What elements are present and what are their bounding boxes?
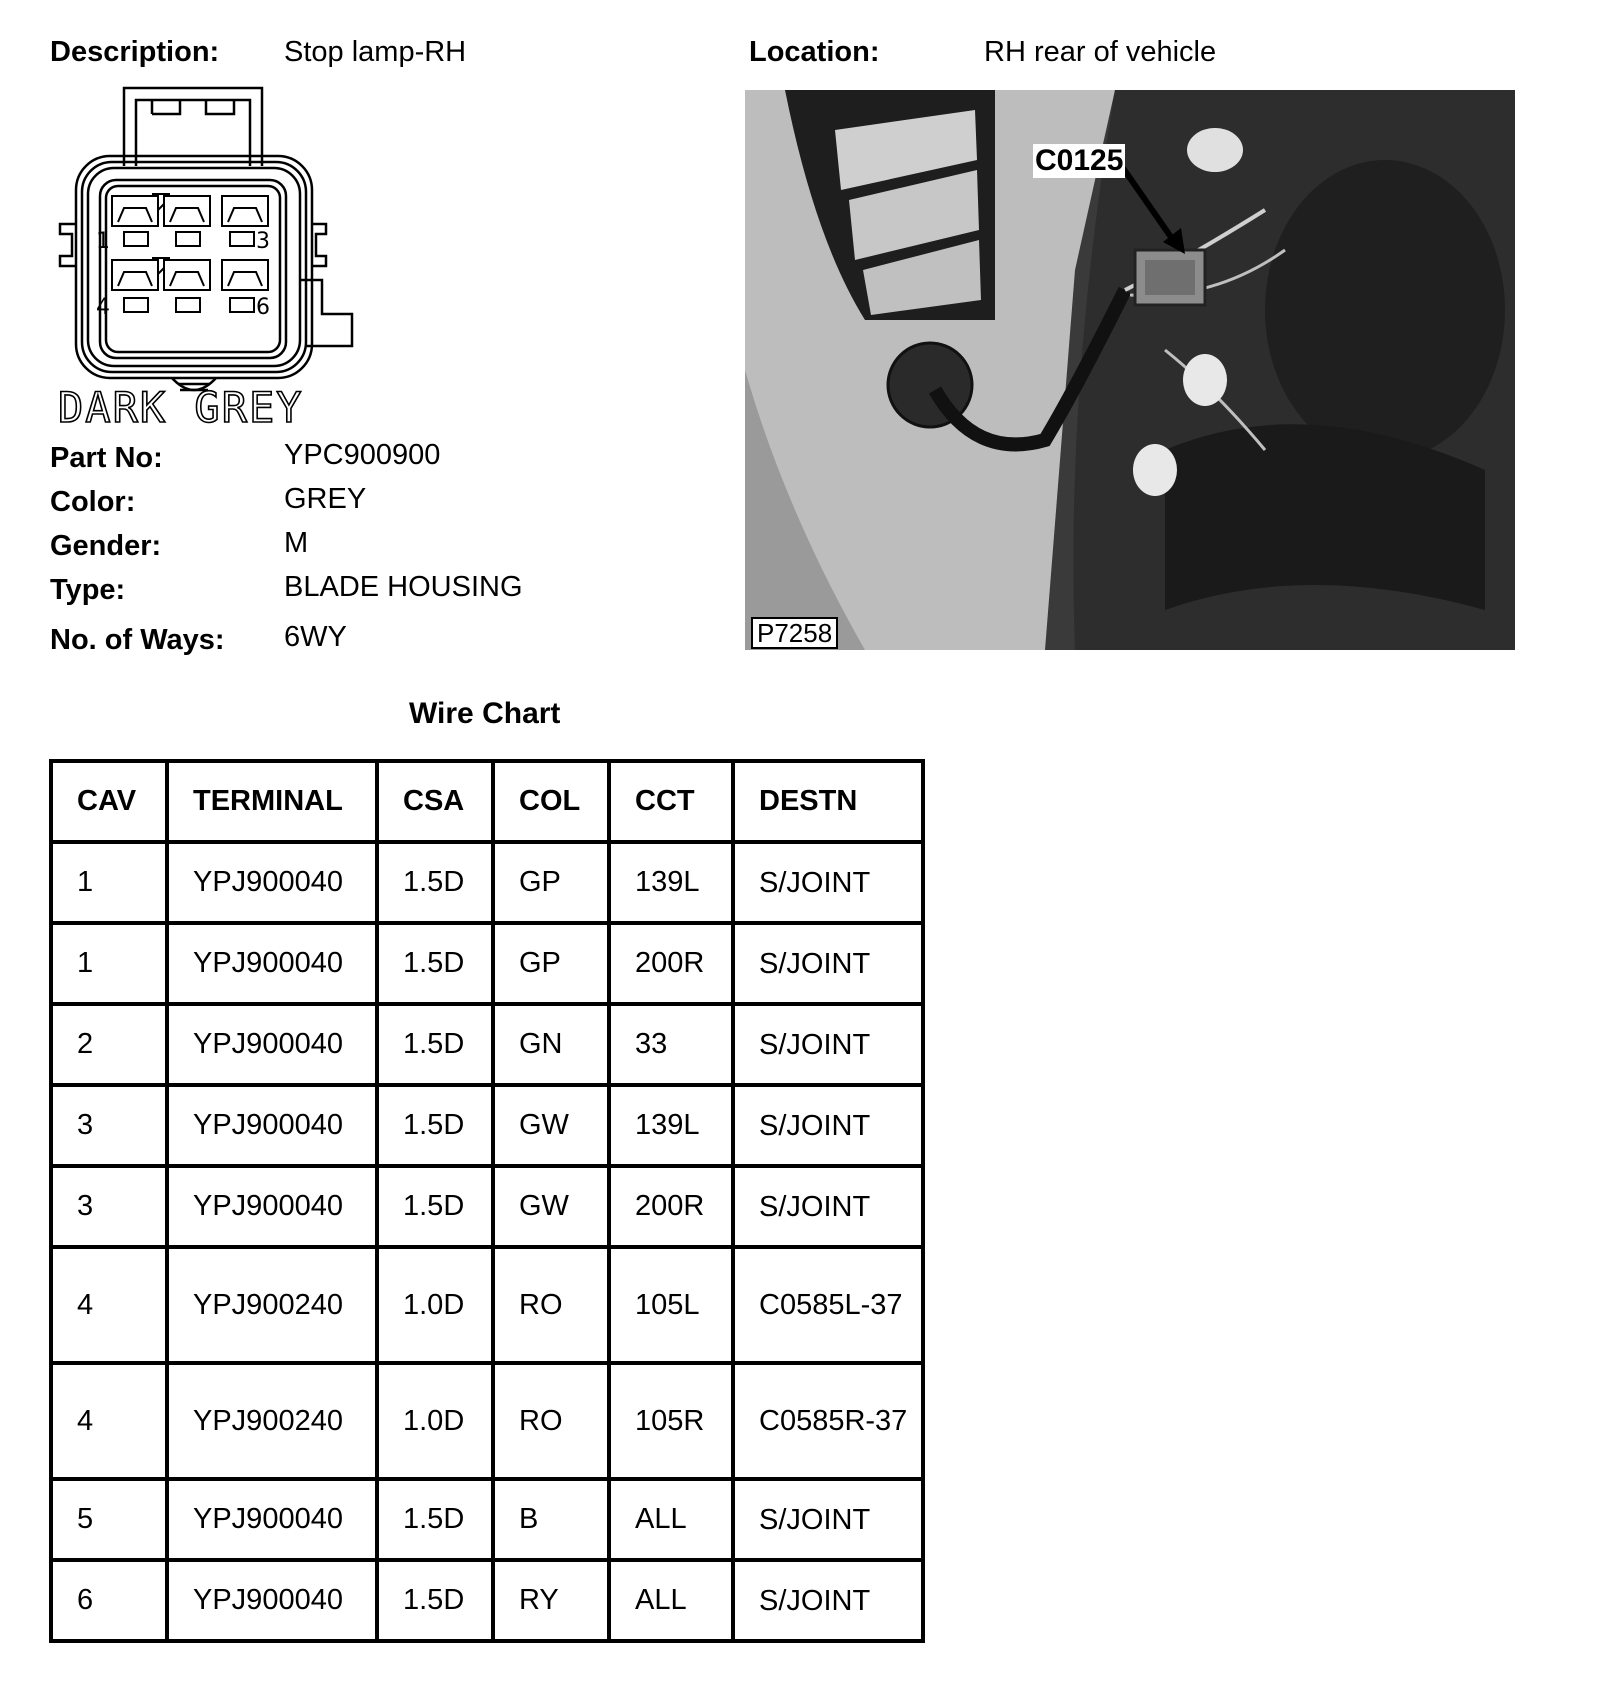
type-label: Type: — [50, 574, 126, 606]
wire-chart-table — [49, 759, 925, 1643]
pin-label-4: 4 — [96, 295, 110, 320]
cell-destn: S/JOINT — [733, 1479, 923, 1560]
part-no-label: Part No: — [50, 442, 163, 474]
cell-csa: 1.5D — [377, 1479, 493, 1560]
cell-terminal: YPJ900040 — [167, 1560, 377, 1641]
ways-label: No. of Ways: — [50, 624, 225, 656]
connector-callout-label: C0125 — [1035, 144, 1124, 177]
header-terminal: TERMINAL — [167, 761, 377, 842]
cell-cav: 3 — [51, 1166, 167, 1247]
header-cav: CAV — [51, 761, 167, 842]
cell-cav: 1 — [51, 842, 167, 923]
cell-cav: 4 — [51, 1247, 167, 1363]
cell-cct: 33 — [609, 1004, 733, 1085]
color-label: Color: — [50, 486, 136, 518]
location-value: RH rear of vehicle — [984, 36, 1217, 68]
connector-color-text: DARK GREY — [58, 383, 304, 432]
cell-cav: 2 — [51, 1004, 167, 1085]
cell-col: GN — [493, 1004, 609, 1085]
cell-terminal: YPJ900040 — [167, 1085, 377, 1166]
cell-csa: 1.0D — [377, 1247, 493, 1363]
cell-csa: 1.5D — [377, 1560, 493, 1641]
header-csa: CSA — [377, 761, 493, 842]
cell-destn: S/JOINT — [733, 923, 923, 1004]
cell-cav: 6 — [51, 1560, 167, 1641]
cell-col: GW — [493, 1166, 609, 1247]
header-cct: CCT — [609, 761, 733, 842]
cell-destn: S/JOINT — [733, 842, 923, 923]
type-value: BLADE HOUSING — [284, 571, 523, 603]
cell-csa: 1.5D — [377, 1004, 493, 1085]
table-row — [51, 1479, 923, 1560]
header-destn: DESTN — [733, 761, 923, 842]
cell-cct: 139L — [609, 842, 733, 923]
cell-terminal: YPJ900040 — [167, 1004, 377, 1085]
location-photo — [745, 90, 1515, 650]
pin-label-1: 1 — [96, 229, 110, 254]
cell-csa: 1.5D — [377, 923, 493, 1004]
gender-label: Gender: — [50, 530, 162, 562]
table-row — [51, 1363, 923, 1479]
table-row — [51, 1247, 923, 1363]
cell-col: RO — [493, 1247, 609, 1363]
description-value: Stop lamp-RH — [284, 36, 467, 68]
connector-face-diagram — [52, 84, 362, 434]
cell-destn: C0585L-37 — [733, 1247, 923, 1363]
wire-chart-title: Wire Chart — [409, 697, 561, 730]
cell-csa: 1.5D — [377, 842, 493, 923]
cell-cav: 4 — [51, 1363, 167, 1479]
description-label: Description: — [50, 36, 220, 68]
cell-cav: 1 — [51, 923, 167, 1004]
color-value: GREY — [284, 483, 367, 515]
cell-cct: ALL — [609, 1560, 733, 1641]
table-row — [51, 1085, 923, 1166]
location-label: Location: — [749, 36, 880, 68]
cell-col: GP — [493, 923, 609, 1004]
cell-terminal: YPJ900040 — [167, 923, 377, 1004]
table-row — [51, 1560, 923, 1641]
photo-reference: P7258 — [751, 617, 838, 649]
table-header-row — [51, 761, 923, 842]
cell-destn: S/JOINT — [733, 1085, 923, 1166]
cell-cct: ALL — [609, 1479, 733, 1560]
part-no-value: YPC900900 — [284, 439, 441, 471]
cell-col: B — [493, 1479, 609, 1560]
cell-destn: S/JOINT — [733, 1004, 923, 1085]
table-row — [51, 1004, 923, 1085]
ways-value: 6WY — [284, 621, 347, 653]
cell-col: RO — [493, 1363, 609, 1479]
cell-terminal: YPJ900040 — [167, 1166, 377, 1247]
cell-col: GP — [493, 842, 609, 923]
cell-cct: 105L — [609, 1247, 733, 1363]
cell-csa: 1.5D — [377, 1166, 493, 1247]
cell-cav: 5 — [51, 1479, 167, 1560]
cell-cct: 200R — [609, 923, 733, 1004]
cell-terminal: YPJ900040 — [167, 1479, 377, 1560]
cell-terminal: YPJ900240 — [167, 1247, 377, 1363]
cell-cct: 200R — [609, 1166, 733, 1247]
cell-destn: S/JOINT — [733, 1166, 923, 1247]
gender-value: M — [284, 527, 309, 559]
table-row — [51, 842, 923, 923]
table-row — [51, 1166, 923, 1247]
cell-col: RY — [493, 1560, 609, 1641]
cell-cct: 139L — [609, 1085, 733, 1166]
cell-destn: C0585R-37 — [733, 1363, 923, 1479]
pin-label-3: 3 — [256, 229, 270, 254]
cell-terminal: YPJ900040 — [167, 842, 377, 923]
cell-terminal: YPJ900240 — [167, 1363, 377, 1479]
cell-destn: S/JOINT — [733, 1560, 923, 1641]
cell-csa: 1.0D — [377, 1363, 493, 1479]
cell-col: GW — [493, 1085, 609, 1166]
cell-cav: 3 — [51, 1085, 167, 1166]
table-row — [51, 923, 923, 1004]
pin-label-6: 6 — [256, 295, 270, 320]
header-col: COL — [493, 761, 609, 842]
cell-csa: 1.5D — [377, 1085, 493, 1166]
cell-cct: 105R — [609, 1363, 733, 1479]
